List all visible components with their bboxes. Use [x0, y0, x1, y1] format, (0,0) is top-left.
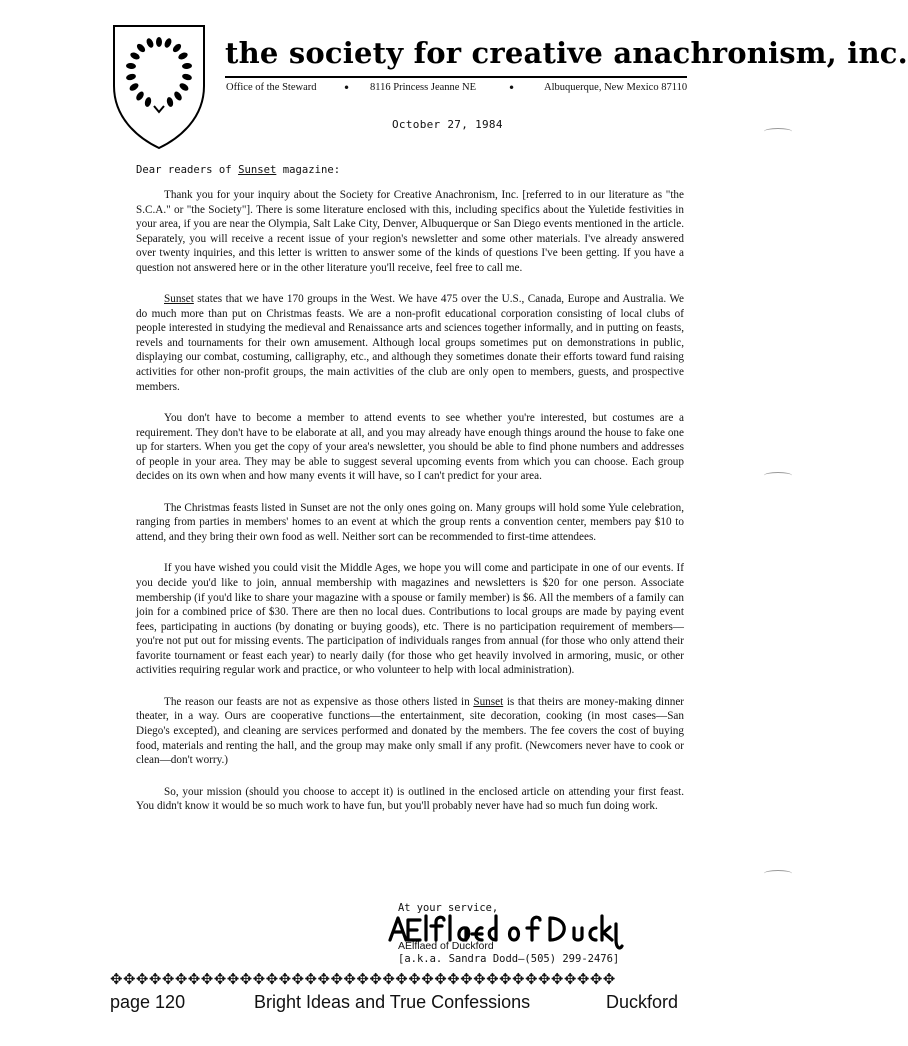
magazine-name: Sunset — [164, 293, 194, 306]
paragraph: You don't have to become a member to attend events to see whether you're interested, but costumes are a requirement. They don't have to be elaborate at all, and you may already have enough things around the house to fake one up for starters. When you get the copy of your area's newsletter, you should be able to find phone numbers and addresses of people in your area. They may be able to suggest several upcoming events from which you can choose. Each group decides on its own when and how many events it will have, so I can't predict for your area. — [136, 412, 684, 483]
paragraph: Thank you for your inquiry about the Society for Creative Anachronism, Inc. [referred to in our literature as "the S.C.A." or "the Society"]. There is some literature enclosed with this, including specifics about the Yuletide festivities in your area, if you are near the Olympia, Salt Lake City, Denver, Albuquerque or San Diego events mentioned in the article. Separately, you will receive a recent issue of your region's newsletter and some other materials. I've already answered over twenty inquiries, and this letter is written to answer some of the kinds of questions I've been getting. If you have a question not answered here or in the other literature you'll receive, feel free to call me. — [136, 189, 684, 274]
book-title: Bright Ideas and True Confessions — [254, 992, 531, 1012]
salutation-end: magazine: — [276, 164, 341, 176]
bullet-icon: • — [343, 81, 351, 95]
contact-line: [a.k.a. Sandra Dodd—(505) 299-2476] — [398, 953, 620, 965]
paragraph: So, your mission (should you choose to accept it) is outlined in the enclosed article on attending your first feast. You didn't know it would be so much work to have fun, but you'll probably never have had so much fun doing work. — [136, 785, 684, 813]
scan-edge-mark — [764, 870, 792, 877]
paragraph — [136, 292, 684, 394]
letter-body — [136, 188, 684, 831]
paragraph — [136, 695, 684, 768]
organization-title: the society for creative anachronism, inc. — [225, 36, 908, 70]
bullet-icon: • — [508, 81, 516, 95]
street-address: 8116 Princess Jeanne NE — [370, 82, 477, 93]
letter-date: October 27, 1984 — [392, 118, 503, 131]
paragraph-text: The reason our feasts are not as expensive as those others listed in — [164, 695, 474, 708]
salutation-start: Dear readers of — [136, 164, 239, 176]
magazine-name: Sunset — [238, 164, 277, 176]
laurel-shield-logo-icon — [110, 22, 208, 152]
paragraph-text: states that we have 170 groups in the West. We have 475 over the U.S., Canada, Europe and Australia. We do much more than put on Christmas feasts. We are a non-profit educational corporation consisting of local clubs of people interested in studying the medieval and Renaissance arts and sciences together informally, and in putting on feasts, revels and tournaments for their own amusement. Although local groups sometimes put on demonstrations in public, displaying our combat, costuming, calligraphy, etc., and although they sometimes donate their efforts toward fund raising activities for other non-profit groups, the main activities of the club are only open to members, guests, and prospective members. — [136, 293, 684, 393]
author-name: Duckford — [606, 992, 679, 1012]
scan-edge-mark — [764, 128, 792, 135]
salutation — [136, 164, 340, 176]
magazine-name: Sunset — [473, 695, 504, 708]
paragraph: The Christmas feasts listed in Sunset are not the only ones going on. Many groups will hold some Yule celebration, ranging from parties in members' homes to an event at which the group rents a convention center, members pay $10 to attend, and they bring their own food as well. Neither sort can be recommended to first-time attendees. — [136, 501, 684, 543]
valediction: At your service, — [398, 902, 499, 914]
ornamental-border: ✥✥✥✥✥✥✥✥✥✥✥✥✥✥✥✥✥✥✥✥✥✥✥✥✥✥✥✥✥✥✥✥✥✥✥✥✥✥✥ — [110, 970, 616, 988]
header-rule — [225, 76, 687, 78]
city-address: Albuquerque, New Mexico 87110 — [544, 82, 688, 93]
scan-edge-mark — [764, 472, 792, 479]
page-number: page 120 — [110, 992, 186, 1012]
paragraph-text: is that theirs are money-making dinner theater, in a way. Ours are cooperative functions—the entertainment, site decoration, cooking (in most cases—San Diego's excepted), and cleaning are services performed and donated by the members. The fee covers the cost of buying food, materials and renting the hall, and the group may make only small if any profit. (Newcomers never have to cook or clean—don't worry.) — [136, 695, 685, 767]
office-line: Office of the Steward — [226, 82, 317, 93]
typed-name: AElflaed of Duckford — [398, 940, 494, 952]
paragraph: If you have wished you could visit the Middle Ages, we hope you will come and participate in one of our events. If you decide you'd like to join, annual membership with magazines and newsletters is $20 for one person. Associate membership (if you'd like to share your magazine with a spouse or family member) is $6. All the members of a family can join for a combined price of $30. There are then no local dues. Contributions to local groups are made by paying event fees, participating in auctions (by donating or buying goods), etc. There is no participation requirement of members—you're not put out for missing events. The participation of individuals ranges from annual (for those who only attend their favorite tournament or feast each year) to nearly daily (for those who get heavily involved in armoring, music, or other activities requiring regular work and practice, or who volunteer to help with local administration). — [136, 562, 684, 677]
